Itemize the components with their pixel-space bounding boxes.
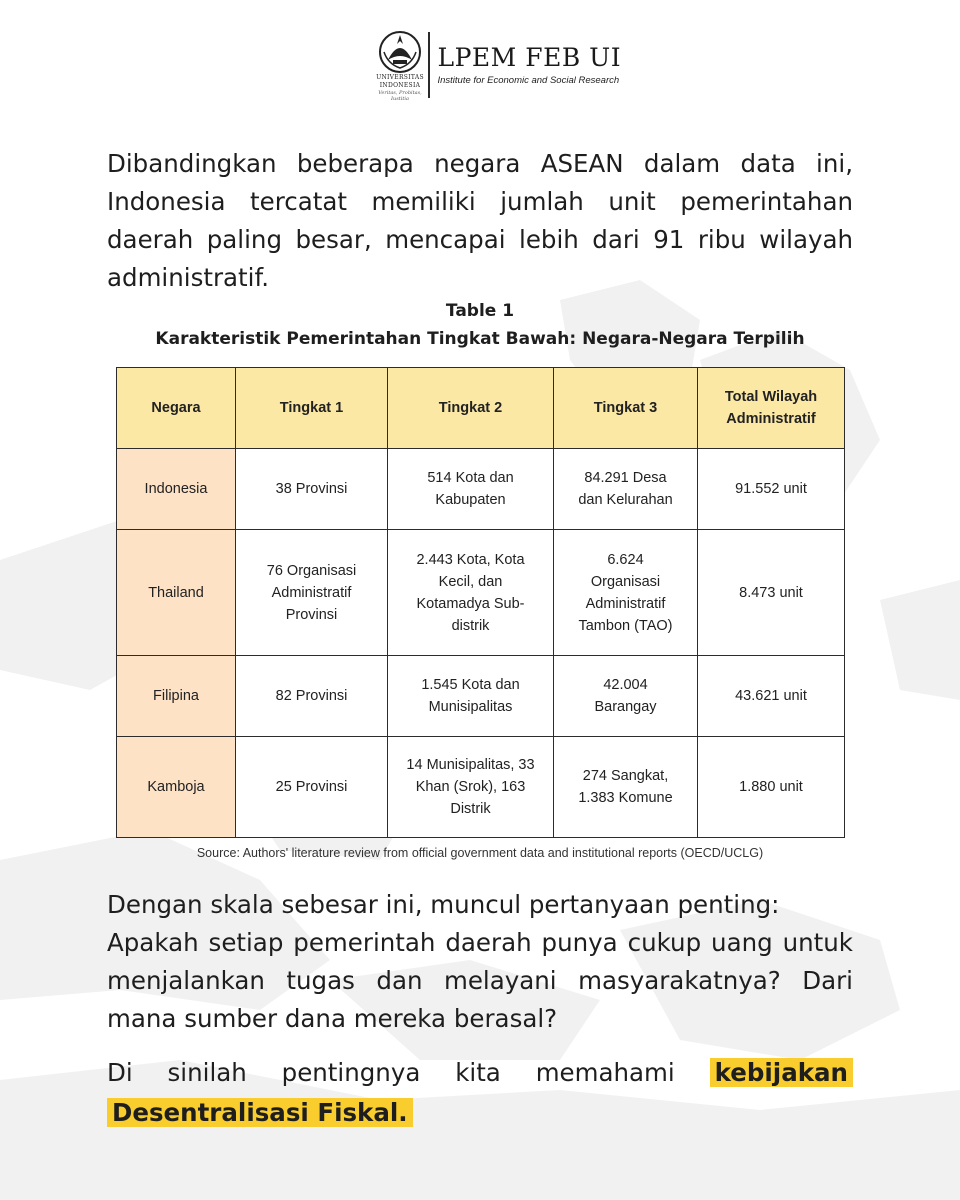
seal-line-2: INDONESIA	[379, 82, 421, 89]
cell-tingkat-1: 76 Organisasi Administratif Provinsi	[236, 530, 388, 656]
logo-subtitle: Institute for Economic and Social Research	[437, 74, 620, 86]
header-negara: Negara	[117, 368, 236, 449]
cell-negara: Indonesia	[117, 449, 236, 530]
cell-tingkat-2: 2.443 Kota, Kota Kecil, dan Kotamadya Sub-distrik	[388, 530, 554, 656]
cell-total: 91.552 unit	[698, 449, 845, 530]
closing-paragraph	[107, 1053, 853, 1133]
table-row	[117, 656, 845, 737]
question-body: Apakah setiap pemerintah daerah punya cukup uang untuk menjalankan tugas dan melayani masyarakatnya? Dari mana sumber dana mereka berasal?	[107, 928, 853, 1033]
table-row	[117, 737, 845, 838]
highlight-kebijakan: kebijakan	[710, 1058, 853, 1087]
cell-negara: Thailand	[117, 530, 236, 656]
cell-tingkat-2: 14 Munisipalitas, 33 Khan (Srok), 163 Distrik	[388, 737, 554, 838]
table-header-row	[117, 368, 845, 449]
cell-tingkat-3: 274 Sangkat, 1.383 Komune	[554, 737, 698, 838]
lpem-logo	[376, 30, 621, 100]
table-label: Table 1	[445, 301, 515, 321]
header-tingkat-3: Tingkat 3	[554, 368, 698, 449]
cell-tingkat-3: 42.004 Barangay	[554, 656, 698, 737]
cell-total: 1.880 unit	[698, 737, 845, 838]
cell-tingkat-3: 6.624 Organisasi Administratif Tambon (TAO)	[554, 530, 698, 656]
header-total: Total Wilayah Administratif	[698, 368, 845, 449]
header-tingkat-1: Tingkat 1	[236, 368, 388, 449]
cell-negara: Kamboja	[117, 737, 236, 838]
table-row	[117, 449, 845, 530]
cell-negara: Filipina	[117, 656, 236, 737]
logo-divider	[428, 32, 430, 98]
university-seal	[376, 30, 424, 100]
header-tingkat-2: Tingkat 2	[388, 368, 554, 449]
highlight-desentralisasi: Desentralisasi Fiskal.	[107, 1098, 413, 1127]
cell-total: 43.621 unit	[698, 656, 845, 737]
closing-prefix: Di sinilah pentingnya kita memahami	[107, 1058, 675, 1087]
makara-icon	[376, 30, 424, 74]
seal-motto: Veritas, Probitas, Iustitia	[378, 90, 422, 102]
cell-tingkat-1: 25 Provinsi	[236, 737, 388, 838]
seal-line-1: UNIVERSITAS	[376, 74, 424, 81]
intro-paragraph: Dibandingkan beberapa negara ASEAN dalam data ini, Indonesia tercatat memiliki jumlah unit pemerintahan daerah paling besar, mencapai lebih dari 91 ribu wilayah administratif.	[107, 149, 853, 292]
table-title: Karakteristik Pemerintahan Tingkat Bawah: Negara-Negara Terpilih	[155, 329, 805, 349]
table-row	[117, 530, 845, 656]
cell-total: 8.473 unit	[698, 530, 845, 656]
question-lead: Dengan skala sebesar ini, muncul pertanyaan penting:	[107, 890, 780, 919]
cell-tingkat-3: 84.291 Desa dan Kelurahan	[554, 449, 698, 530]
cell-tingkat-2: 514 Kota dan Kabupaten	[388, 449, 554, 530]
cell-tingkat-2: 1.545 Kota dan Munisipalitas	[388, 656, 554, 737]
cell-tingkat-1: 82 Provinsi	[236, 656, 388, 737]
data-table	[116, 367, 845, 838]
table-source-note: Source: Authors' literature review from official government data and institutional reports (OECD/UCLG)	[196, 846, 764, 860]
logo-name: LPEM FEB UI	[437, 42, 622, 72]
cell-tingkat-1: 38 Provinsi	[236, 449, 388, 530]
